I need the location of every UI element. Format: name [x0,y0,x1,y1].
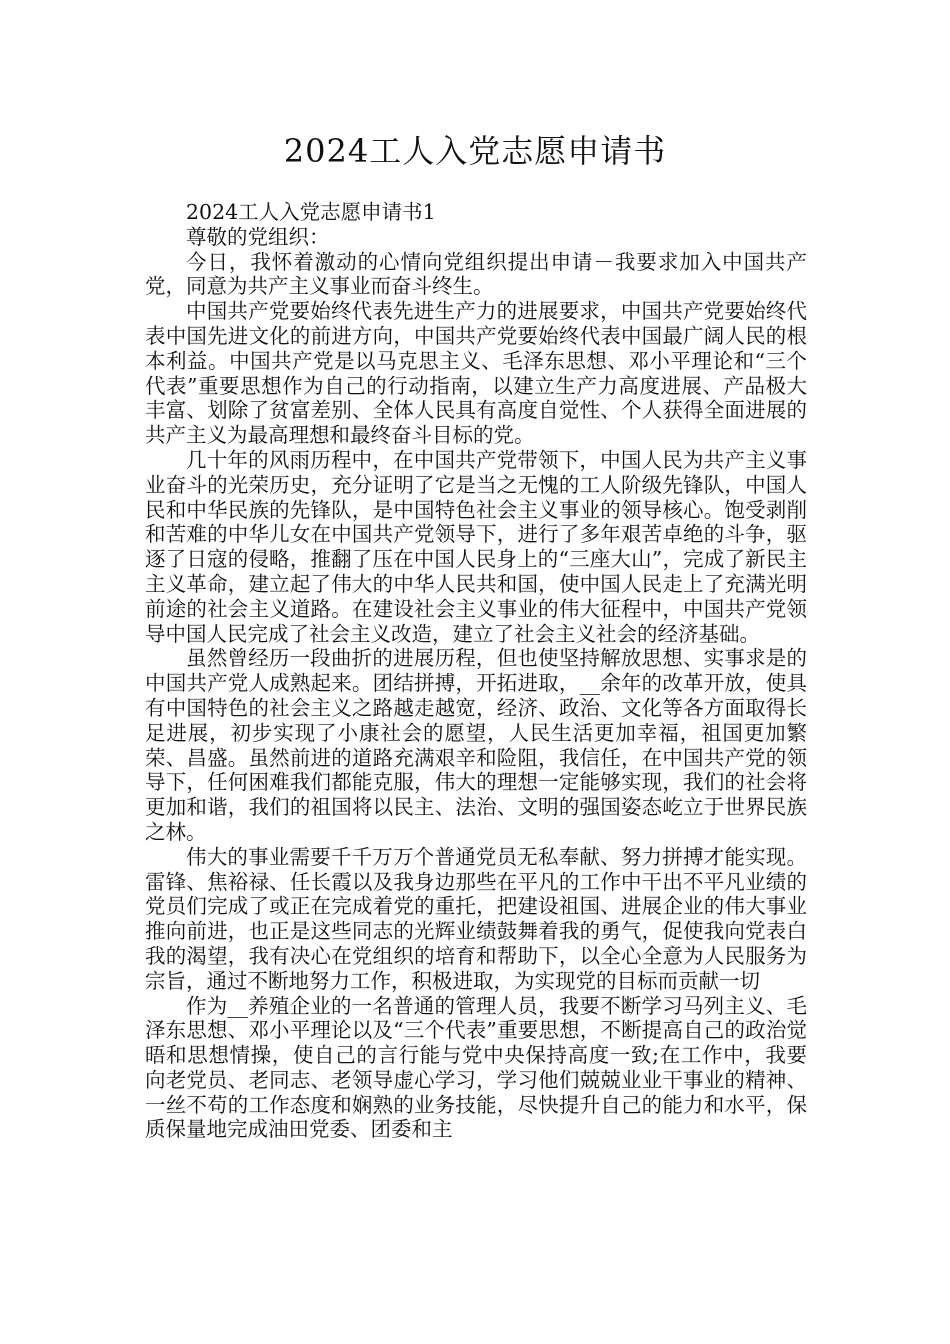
salutation: 尊敬的党组织： [186,224,330,249]
paragraph-6: 作为__养殖企业的一名普通的管理人员，我要不断学习马列主义、毛泽东思想、邓小平理论以及“三个代表”重要思想，不断提高自己的政治觉晤和思想情操，使自己的言行能与党中央保持高度一致;在工作中，我要向老党员、老同志、老领导虚心学习，学习他们兢兢业业干事业的精神、一丝不苟的工作态度和娴熟的业务技能，尽快提升自己的能力和水平，保质保量地完成油田党委、团委和主 [145,993,807,1142]
document-body [145,200,807,1142]
paragraph-3: 几十年的风雨历程中，在中国共产党带领下，中国人民为共产主义事业奋斗的光荣历史，充分证明了它是当之无愧的工人阶级先锋队，中国人民和中华民族的先锋队，是中国特色社会主义事业的领导核心。饱受剥削和苦难的中华儿女在中国共产党领导下，进行了多年艰苦卓绝的斗争，驱逐了日寇的侵略，推翻了压在中国人民身上的“三座大山”，完成了新民主主义革命，建立起了伟大的中华人民共和国，使中国人民走上了充满光明前途的社会主义道路。在建设社会主义事业的伟大征程中，中国共产党领导中国人民完成了社会主义改造，建立了社会主义社会的经济基础。 [145,447,807,646]
paragraph-1: 今日，我怀着激动的心情向党组织提出申请－我要求加入中国共产党，同意为共产主义事业而奋斗终生。 [145,249,807,299]
document-subtitle: 2024工人入党志愿申请书1 [186,200,436,224]
document-title: 2024工人入党志愿申请书 [283,132,667,170]
paragraph-4: 虽然曾经历一段曲折的进展历程，但也使坚持解放思想、实事求是的中国共产党人成熟起来。团结拼搏，开拓进取，__余年的改革开放，使具有中国特色的社会主义之路越走越宽，经济、政治、文化等各方面取得长足进展，初步实现了小康社会的愿望，人民生活更加幸福，祖国更加繁荣、昌盛。虽然前进的道路充满艰辛和险阻，我信任，在中国共产党的领导下，任何困难我们都能克服，伟大的理想一定能够实现，我们的社会将更加和谐，我们的祖国将以民主、法治、文明的强国姿态屹立于世界民族之林。 [145,646,807,844]
paragraph-2: 中国共产党要始终代表先进生产力的进展要求，中国共产党要始终代表中国先进文化的前进方向，中国共产党要始终代表中国最广阔人民的根本利益。中国共产党是以马克思主义、毛泽东思想、邓小平理论和“三个代表”重要思想作为自己的行动指南，以建立生产力高度进展、产品极大丰富、划除了贫富差别、全体人民具有高度自觉性、个人获得全面进展的共产主义为最高理想和最终奋斗目标的党。 [145,299,807,448]
paragraph-5: 伟大的事业需要千千万万个普通党员无私奉献、努力拼搏才能实现。雷锋、焦裕禄、任长霞以及我身边那些在平凡的工作中干出不平凡业绩的党员们完成了或正在完成着党的重托，把建设祖国、进展企业的伟大事业推向前进，也正是这些同志的光辉业绩鼓舞着我的勇气，促使我向党表白我的渴望，我有决心在党组织的培育和帮助下，以全心全意为人民服务为宗旨，通过不断地努力工作，积极进取，为实现党的目标而贡献一切 [145,844,807,993]
